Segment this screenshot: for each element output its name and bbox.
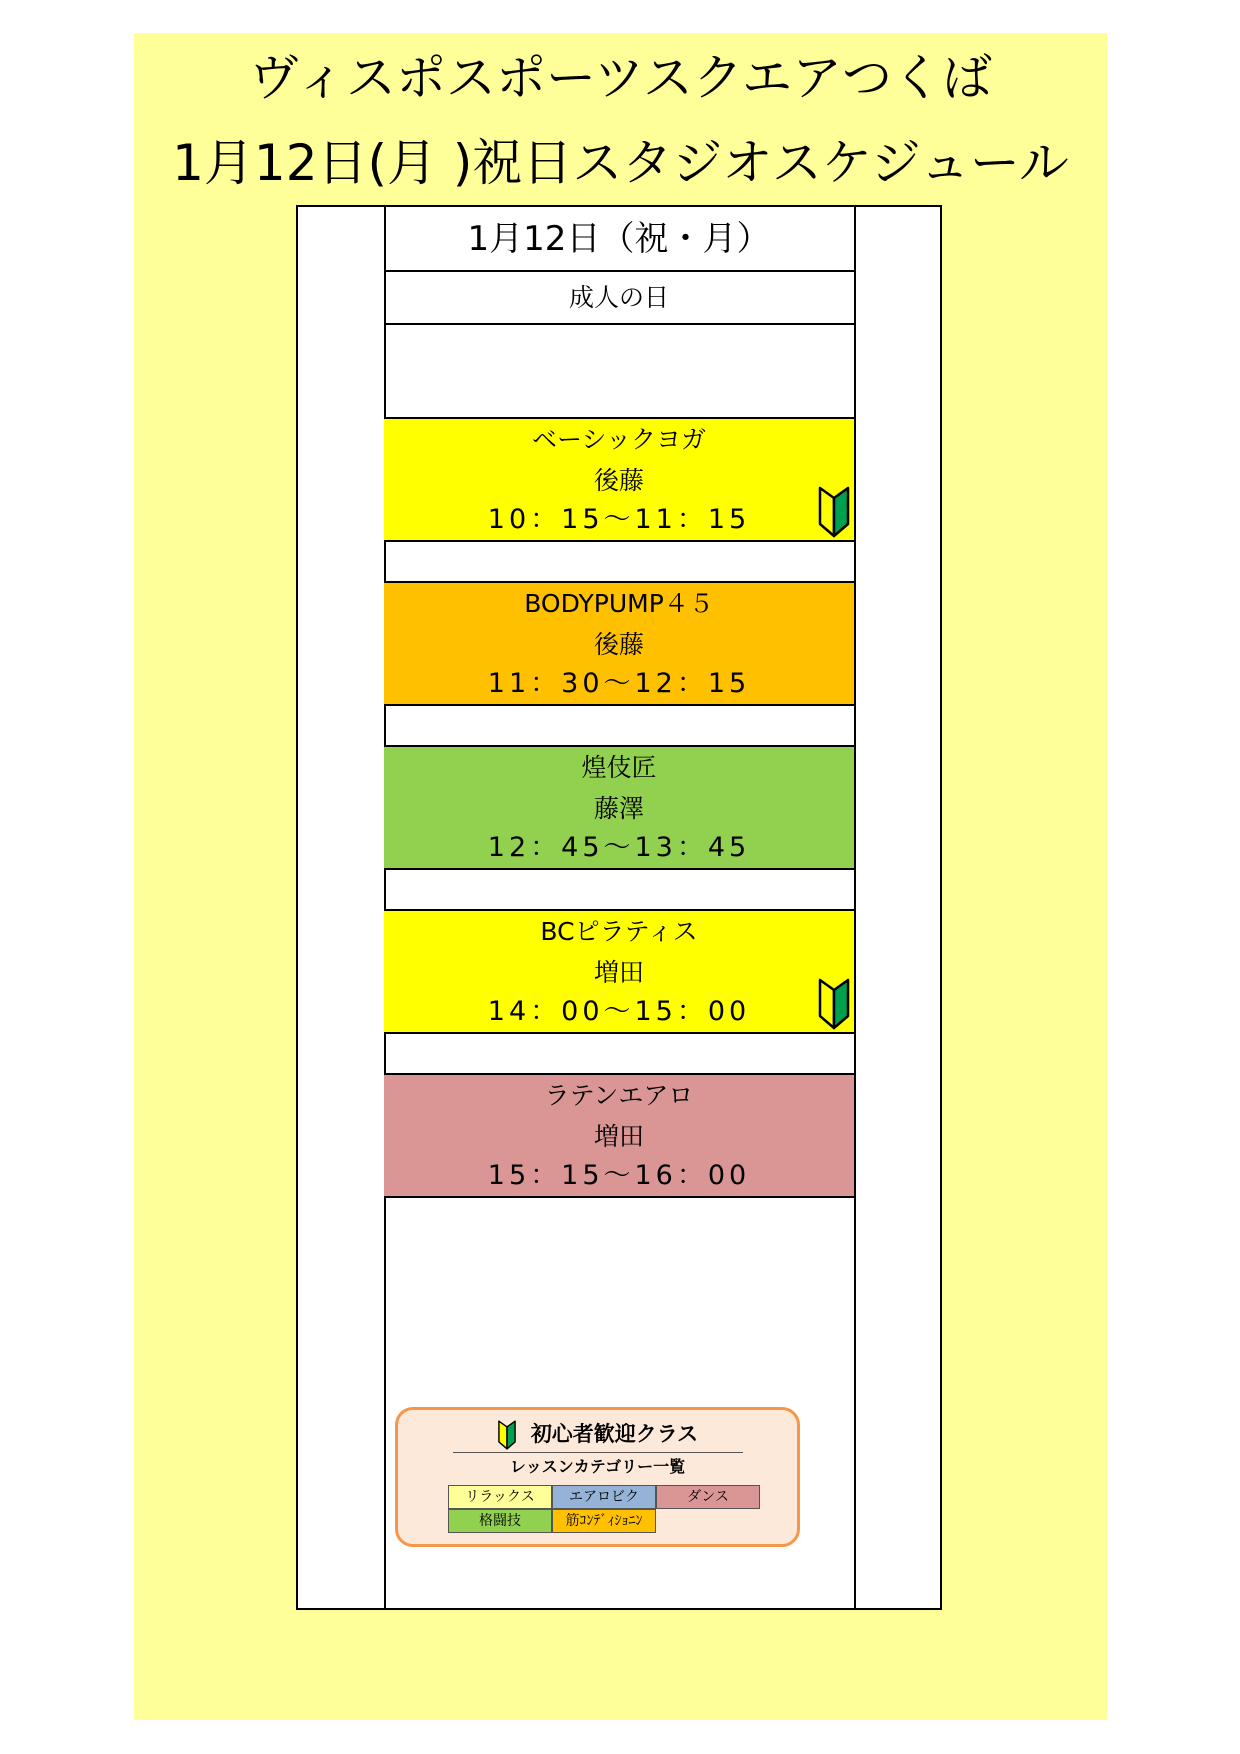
lesson-time: 11：30～12：15 (487, 668, 751, 699)
category-chip: 格闘技 (448, 1509, 552, 1533)
right-column-divider (854, 207, 856, 1608)
category-chip: リラックス (448, 1485, 552, 1509)
lesson-instructor: 増田 (593, 1122, 644, 1151)
lesson-block (384, 1073, 854, 1198)
beginner-mark-icon (817, 486, 851, 538)
category-chip: ダンス (656, 1485, 760, 1509)
lesson-instructor: 藤澤 (593, 794, 644, 823)
lesson-name: ベーシックヨガ (531, 425, 706, 454)
lesson-block (384, 581, 854, 706)
lesson-name: ラテンエアロ (544, 1081, 694, 1110)
beginner-mark-icon (817, 978, 851, 1030)
lesson-block (384, 745, 854, 870)
beginner-mark-icon (497, 1420, 517, 1450)
lesson-time: 14：00～15：00 (487, 996, 751, 1027)
beginner-legend-label: 初心者歓迎クラス (530, 1422, 699, 1446)
lesson-time: 12：45～13：45 (487, 832, 751, 863)
lesson-block (384, 417, 854, 542)
schedule-table (296, 205, 942, 1610)
category-list-title: レッスンカテゴリー一覧 (509, 1457, 686, 1476)
lesson-block (384, 909, 854, 1034)
lesson-instructor: 後藤 (593, 630, 644, 659)
category-chip: エアロビク (552, 1485, 656, 1509)
lesson-name: BODYPUMP４５ (524, 589, 714, 618)
lesson-name: 煌伎匠 (581, 753, 657, 782)
holiday-name: 成人の日 (384, 272, 854, 325)
lesson-time: 10：15～11：15 (487, 504, 751, 535)
gym-name-title: ヴィスポスポーツスクエアつくば (249, 49, 992, 107)
date-header: 1月12日（祝・月） (384, 207, 854, 272)
lesson-name: BCピラティス (540, 917, 698, 946)
category-chip: 筋ｺﾝﾃﾞｨｼｮﾆﾝ (552, 1509, 656, 1533)
lesson-time: 15：15～16：00 (487, 1160, 751, 1191)
schedule-title: 1月12日(月 )祝日スタジオスケジュール (172, 134, 1069, 192)
lesson-instructor: 後藤 (593, 466, 644, 495)
legend-divider (453, 1452, 743, 1453)
lesson-instructor: 増田 (593, 958, 644, 987)
legend-box (395, 1407, 800, 1547)
beginner-legend (398, 1420, 797, 1450)
